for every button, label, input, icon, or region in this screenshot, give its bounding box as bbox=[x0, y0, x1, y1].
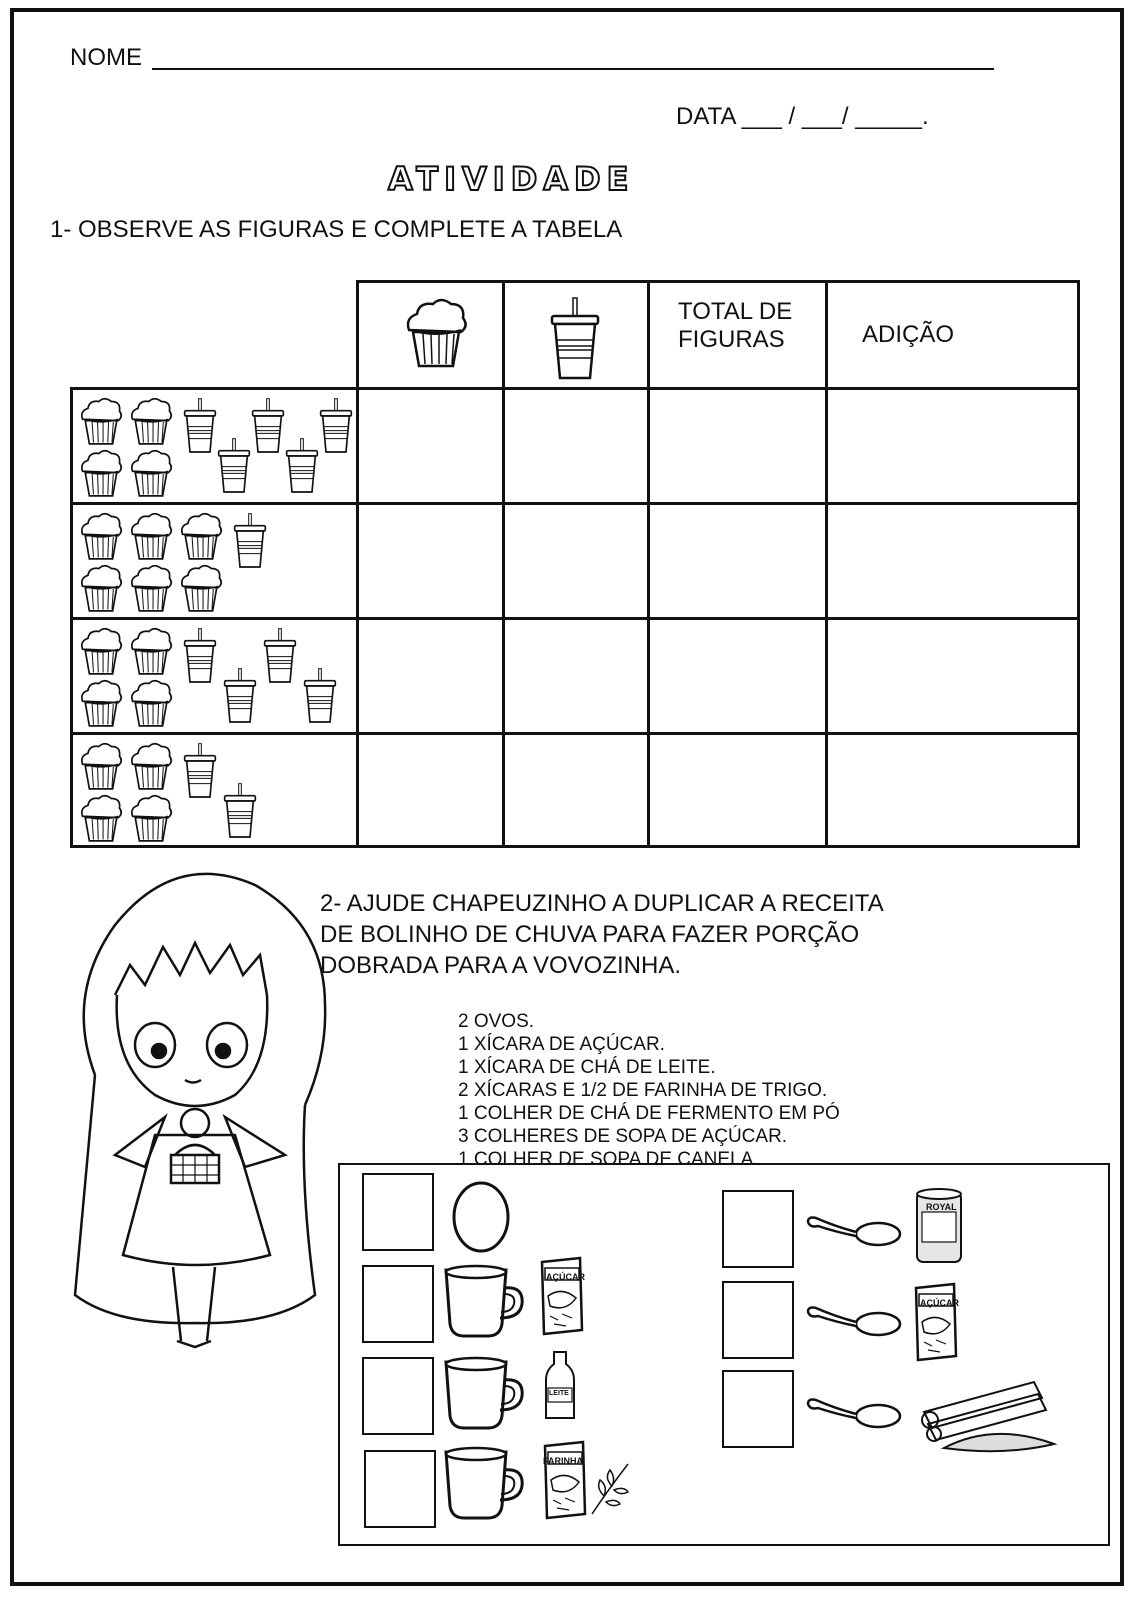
answer-box-milk[interactable] bbox=[362, 1357, 434, 1435]
exercise1-instruction: 1- OBSERVE AS FIGURAS E COMPLETE A TABELA bbox=[50, 216, 623, 243]
little-red-riding-hood-illustration bbox=[55, 855, 345, 1375]
answer-box-sugar-cup[interactable] bbox=[362, 1265, 434, 1343]
answer-cell[interactable] bbox=[828, 390, 1077, 502]
answer-cell[interactable] bbox=[650, 390, 825, 502]
column-addition-label: ADIÇÃO bbox=[862, 321, 955, 348]
muffin-icon bbox=[78, 793, 124, 845]
cup-icon bbox=[222, 666, 258, 726]
answer-cell[interactable] bbox=[650, 735, 825, 847]
answer-box-sugar-spoons[interactable] bbox=[722, 1281, 794, 1359]
recipe-item: 1 COLHER DE CHÁ DE FERMENTO EM PÓ bbox=[458, 1103, 840, 1124]
muffin-icon bbox=[128, 448, 174, 500]
muffin-icon bbox=[128, 396, 174, 448]
muffin-icon bbox=[78, 511, 124, 563]
instruction-line: 2- AJUDE CHAPEUZINHO A DUPLICAR A RECEITA bbox=[320, 890, 884, 917]
muffin-icon bbox=[128, 626, 174, 678]
sugar-package-icon: AÇÚCAR bbox=[536, 1256, 586, 1336]
answer-box-yeast[interactable] bbox=[722, 1190, 794, 1268]
answer-cell[interactable] bbox=[828, 735, 1077, 847]
answer-box-flour[interactable] bbox=[364, 1450, 436, 1528]
answer-cell[interactable] bbox=[359, 735, 502, 847]
cup-icon bbox=[222, 781, 258, 841]
cup-icon bbox=[548, 296, 602, 382]
answer-cell[interactable] bbox=[505, 620, 647, 732]
muffin-icon bbox=[78, 396, 124, 448]
recipe-item: 1 XÍCARA DE AÇÚCAR. bbox=[458, 1034, 665, 1055]
answer-cell[interactable] bbox=[828, 620, 1077, 732]
cup-icon bbox=[182, 741, 218, 801]
answer-cell[interactable] bbox=[650, 620, 825, 732]
answer-cell[interactable] bbox=[505, 735, 647, 847]
wheat-icon bbox=[588, 1460, 632, 1516]
muffin-icon bbox=[403, 296, 469, 372]
cup-icon bbox=[182, 626, 218, 686]
recipe-item: 1 XÍCARA DE CHÁ DE LEITE. bbox=[458, 1057, 716, 1078]
muffin-icon bbox=[78, 448, 124, 500]
cup-icon bbox=[232, 511, 268, 571]
muffin-icon bbox=[78, 626, 124, 678]
recipe-item: 2 OVOS. bbox=[458, 1011, 535, 1032]
muffin-icon bbox=[78, 563, 124, 615]
instruction-line: DOBRADA PARA A VOVOZINHA. bbox=[320, 952, 681, 979]
column-total-label: TOTAL DE FIGURAS bbox=[678, 298, 793, 353]
muffin-icon bbox=[178, 511, 224, 563]
milk-bottle-icon: LEITE bbox=[544, 1350, 576, 1422]
answer-cell[interactable] bbox=[650, 505, 825, 617]
cup-icon bbox=[284, 436, 320, 496]
recipe-item: 2 XÍCARAS E 1/2 DE FARINHA DE TRIGO. bbox=[458, 1080, 828, 1101]
flour-package-icon: FARINHA bbox=[536, 1440, 592, 1520]
answer-cell[interactable] bbox=[359, 390, 502, 502]
spoon-icon bbox=[804, 1300, 904, 1340]
sugar-package-icon: AÇÚCAR bbox=[910, 1282, 960, 1362]
muffin-icon bbox=[128, 511, 174, 563]
cup-mug-icon bbox=[440, 1444, 530, 1524]
recipe-item: 3 COLHERES DE SOPA DE AÇÚCAR. bbox=[458, 1126, 788, 1147]
answer-cell[interactable] bbox=[828, 505, 1077, 617]
answer-cell[interactable] bbox=[359, 505, 502, 617]
recipe-list bbox=[458, 1010, 840, 1171]
cup-icon bbox=[302, 666, 338, 726]
yeast-can-icon: ROYAL bbox=[914, 1186, 964, 1266]
cup-icon bbox=[318, 396, 354, 456]
muffin-icon bbox=[128, 563, 174, 615]
name-label: NOME bbox=[70, 44, 142, 71]
cup-icon bbox=[262, 626, 298, 686]
cup-icon bbox=[216, 436, 252, 496]
cinnamon-icon bbox=[914, 1372, 1064, 1456]
muffin-icon bbox=[128, 793, 174, 845]
answer-box-cinnamon[interactable] bbox=[722, 1370, 794, 1448]
cup-mug-icon bbox=[440, 1354, 530, 1434]
egg-icon bbox=[450, 1173, 512, 1253]
muffin-icon bbox=[178, 563, 224, 615]
answer-cell[interactable] bbox=[505, 505, 647, 617]
date-label[interactable]: DATA ___ / ___/ _____. bbox=[676, 103, 929, 130]
spoon-icon bbox=[804, 1392, 904, 1432]
cup-icon bbox=[250, 396, 286, 456]
muffin-icon bbox=[128, 741, 174, 793]
spoon-icon bbox=[804, 1210, 904, 1250]
answer-box-eggs[interactable] bbox=[362, 1173, 434, 1251]
cup-icon bbox=[182, 396, 218, 456]
muffin-icon bbox=[128, 678, 174, 730]
activity-title: ATIVIDADE bbox=[388, 160, 635, 198]
muffin-icon bbox=[78, 741, 124, 793]
cup-mug-icon bbox=[440, 1262, 530, 1342]
recipe-item: 1 COLHER DE SOPA DE CANELA. bbox=[458, 1149, 759, 1170]
instruction-line: DE BOLINHO DE CHUVA PARA FAZER PORÇÃO bbox=[320, 921, 860, 948]
name-line[interactable] bbox=[152, 68, 994, 70]
exercise2-instruction bbox=[320, 888, 884, 981]
answer-cell[interactable] bbox=[359, 620, 502, 732]
answer-cell[interactable] bbox=[505, 390, 647, 502]
muffin-icon bbox=[78, 678, 124, 730]
